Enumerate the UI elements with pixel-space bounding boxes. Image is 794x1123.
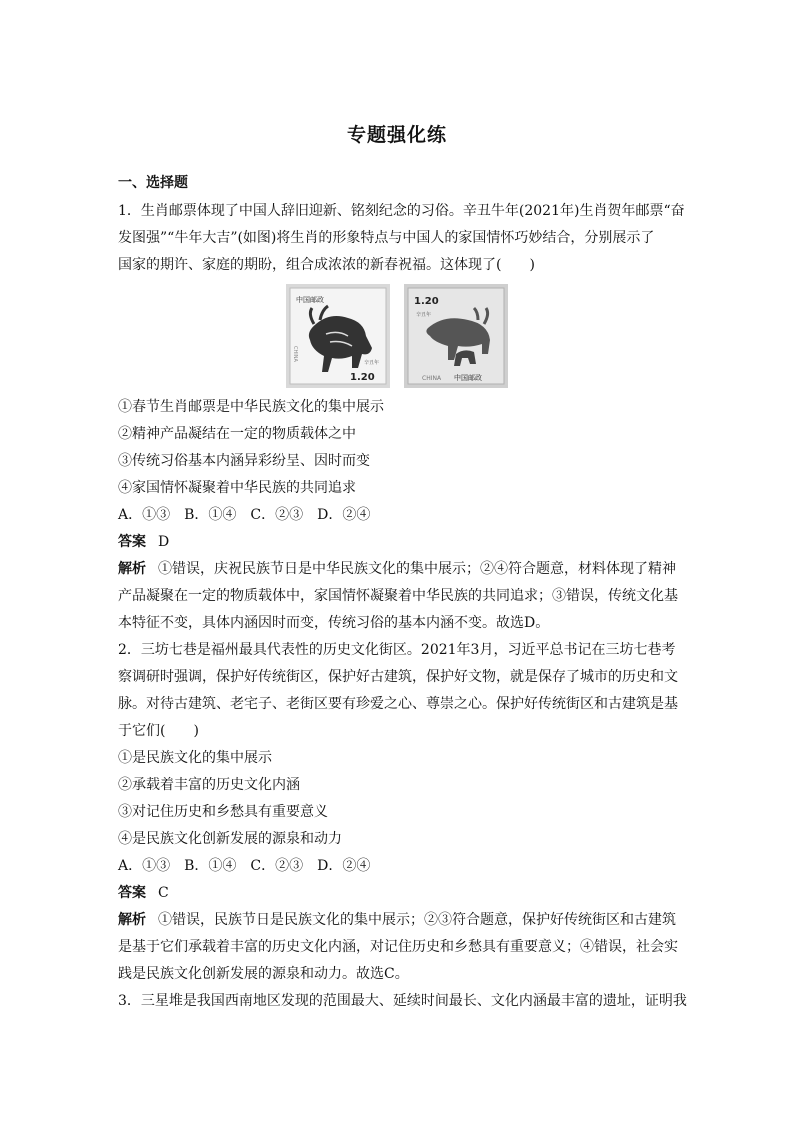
analysis-text: ①错误，庆祝民族节日是中华民族文化的集中展示；②④符合题意，材料体现了精神: [158, 561, 676, 577]
q1-option: ④家国情怀凝聚着中华民族的共同追求: [118, 480, 356, 496]
answer-label: 答案: [118, 534, 146, 550]
q1-stem-line: 发图强”“牛年大吉”(如图)将生肖的形象特点与中国人的家国情怀巧妙结合，分别展示了: [118, 230, 655, 246]
q1-analysis-line: [118, 560, 676, 578]
q2-option: ①是民族文化的集中展示: [118, 750, 272, 766]
q2-stem-line: 脉。对待古建筑、老宅子、老街区要有珍爱之心、尊崇之心。保护好传统街区和古建筑是基: [118, 696, 678, 712]
stamp-left-country: 中国邮政: [296, 296, 324, 304]
q1-answer: [118, 533, 169, 551]
stamp-left-value: 1.20: [350, 372, 375, 383]
q2-stem-line: 2．三坊七巷是福州最具代表性的历史文化街区。2021年3月，习近平总书记在三坊七巷考: [118, 642, 676, 658]
q2-stem-line: 察调研时强调，保护好传统街区，保护好古建筑，保护好文物，就是保存了城市的历史和文: [118, 669, 678, 685]
answer-label: 答案: [118, 885, 146, 901]
q2-option: ②承载着丰富的历史文化内涵: [118, 777, 300, 793]
stamp-right-image: [404, 284, 508, 388]
stamp-left-brand: CHINA: [292, 346, 298, 362]
q1-option: ③传统习俗基本内涵异彩纷呈、因时而变: [118, 453, 370, 469]
q1-stem-line: 国家的期许、家庭的期盼，组合成浓浓的新春祝福。这体现了( ): [118, 257, 535, 273]
q2-choices: A．①③ B．①④ C．②③ D．②④: [118, 858, 371, 874]
stamp-right-country: 中国邮政: [454, 374, 482, 382]
answer-value: D: [158, 534, 170, 550]
page-title: 专题强化练: [346, 124, 447, 146]
q1-option: ①春节生肖邮票是中华民族文化的集中展示: [118, 399, 384, 415]
q1-choices: A．①③ B．①④ C．②③ D．②④: [118, 507, 371, 523]
analysis-label: 解析: [118, 561, 146, 577]
analysis-text: ①错误，民族节日是民族文化的集中展示；②③符合题意，保护好传统街区和古建筑: [158, 912, 676, 928]
q2-option: ③对记住历史和乡愁具有重要意义: [118, 804, 328, 820]
stamp-left-image: [286, 284, 390, 388]
stamp-left-caption: 辛丑年: [364, 360, 380, 366]
answer-value: C: [158, 885, 169, 901]
stamp-right-value: 1.20: [414, 296, 439, 307]
q2-answer: [118, 884, 169, 902]
q1-analysis-line: 本特征不变，具体内涵因时而变，传统习俗的基本内涵不变。故选D。: [118, 615, 550, 631]
stamp-right-caption: 辛丑年: [416, 312, 432, 318]
q2-analysis-line: 践是民族文化创新发展的源泉和动力。故选C。: [118, 966, 409, 982]
q2-analysis-line: [118, 911, 676, 929]
analysis-label: 解析: [118, 912, 146, 928]
q2-option: ④是民族文化创新发展的源泉和动力: [118, 831, 342, 847]
q1-analysis-line: 产品凝聚在一定的物质载体中，家国情怀凝聚着中华民族的共同追求；③错误，传统文化基: [118, 588, 678, 604]
q1-stem-line: 1．生肖邮票体现了中国人辞旧迎新、铭刻纪念的习俗。辛丑牛年(2021年)生肖贺年邮票“奋: [118, 203, 685, 219]
q3-stem-line: 3．三星堆是我国西南地区发现的范围最大、延续时间最长、文化内涵最丰富的遗址，证明我: [118, 993, 687, 1009]
stamp-right-brand: CHINA: [422, 375, 442, 382]
section-heading: 一、选择题: [118, 175, 188, 191]
q1-option: ②精神产品凝结在一定的物质载体之中: [118, 426, 356, 442]
q2-analysis-line: 是基于它们承载着丰富的历史文化内涵，对记住历史和乡愁具有重要意义；④错误，社会实: [118, 939, 678, 955]
stamp-figure: [286, 284, 508, 388]
q2-stem-line: 于它们( ): [118, 723, 199, 739]
